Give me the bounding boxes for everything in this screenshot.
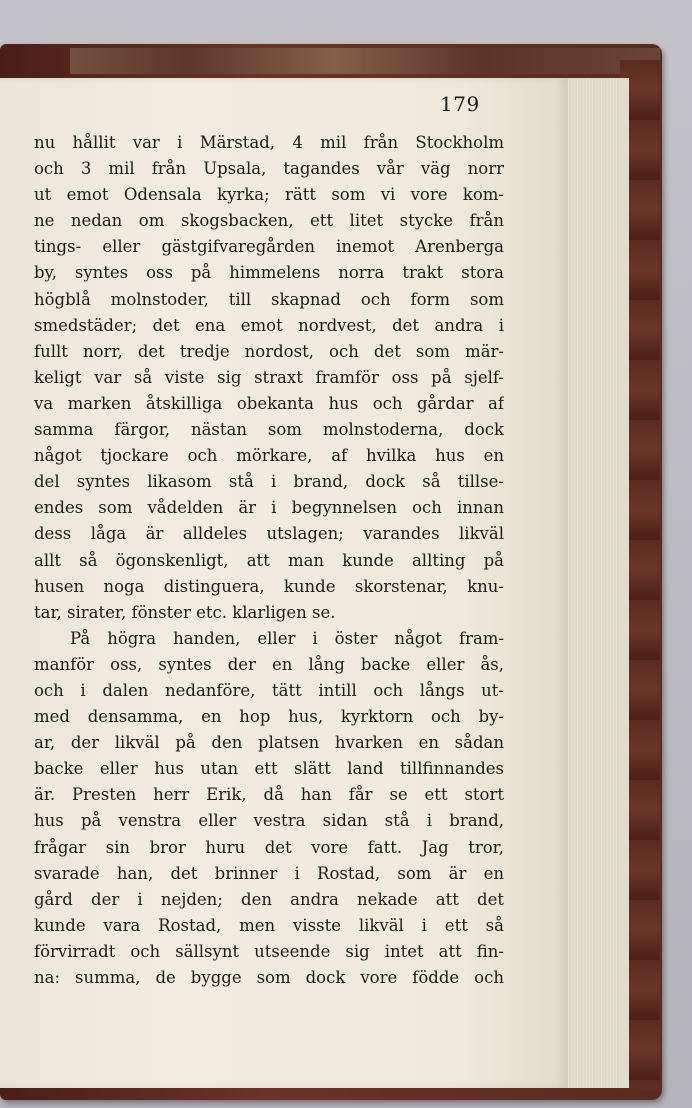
page-edges: [566, 78, 629, 1088]
text-line: husen noga distinguera, kunde skorstenar, knu-: [34, 576, 504, 596]
text-line: frågar sin bror huru det vore fatt. Jag tror,: [34, 837, 504, 857]
text-line: backe eller hus utan ett slätt land tillfinnandes: [34, 759, 504, 779]
text-line: gård der i nejden; den andra nekade att det: [34, 889, 504, 909]
text-line: samma färgor, nästan som molnstoderna, dock: [34, 420, 504, 440]
text-line: dess låga är alldeles utslagen; varandes likväl: [34, 524, 504, 544]
text-line: kunde vara Rostad, men visste likväl i ett så: [34, 915, 504, 935]
text-line: nu hållit var i Märstad, 4 mil från Stockholm: [34, 133, 504, 152]
text-line: ut emot Odensala kyrka; rätt som vi vore kom-: [34, 185, 504, 205]
text-line: något tjockare och mörkare, af hvilka hus en: [34, 446, 504, 466]
text-line: På högra handen, eller i öster något fram-: [70, 628, 504, 648]
body-text: [34, 130, 504, 991]
text-line: fullt norr, det tredje nordost, och det som mär-: [34, 341, 504, 361]
text-line: hus på venstra eller vestra sidan stå i brand,: [34, 811, 504, 831]
text-line: och 3 mil från Upsala, tagandes vår väg norr: [34, 159, 504, 179]
text-line: allt så ögonskenligt, att man kunde allting på: [34, 550, 504, 570]
text-line: manför oss, syntes der en lång backe eller ås,: [34, 654, 504, 674]
text-line: och i dalen nedanföre, tätt intill och långs ut-: [34, 680, 504, 700]
text-line: va marken åtskilliga obekanta hus och gårdar af: [34, 393, 504, 413]
text-line: förvirradt och sällsynt utseende sig intet att fin-: [34, 941, 504, 961]
text-line: är. Presten herr Erik, då han får se ett stort: [34, 785, 504, 805]
text-line: smedstäder; det ena emot nordvest, det andra i: [34, 315, 504, 335]
text-line: keligt var så viste sig straxt framför oss på sjelf-: [34, 367, 504, 387]
text-line: tar, sirater, fönster etc. klarligen se.: [34, 602, 336, 622]
text-line: ar, der likväl på den platsen hvarken en sådan: [34, 733, 504, 753]
text-line: tings- eller gästgifvaregården inemot Arenberga: [34, 237, 504, 257]
text-line: högblå molnstoder, till skapnad och form som: [34, 289, 504, 309]
text-line: ne nedan om skogsbacken, ett litet stycke från: [34, 211, 504, 231]
cover-top-edge: [70, 48, 660, 74]
text-line: endes som vådelden är i begynnelsen och innan: [34, 498, 504, 518]
text-line: svarade han, det brinner i Rostad, som är en: [34, 863, 504, 883]
text-line: na: summa, de bygge som dock vore födde och: [34, 968, 504, 987]
text-line: med densamma, en hop hus, kyrktorn och by-: [34, 707, 504, 727]
text-line: by, syntes oss på himmelens norra trakt stora: [34, 263, 504, 283]
page-number: 179: [440, 92, 480, 116]
text-line: del syntes likasom stå i brand, dock så tillse-: [34, 472, 504, 492]
